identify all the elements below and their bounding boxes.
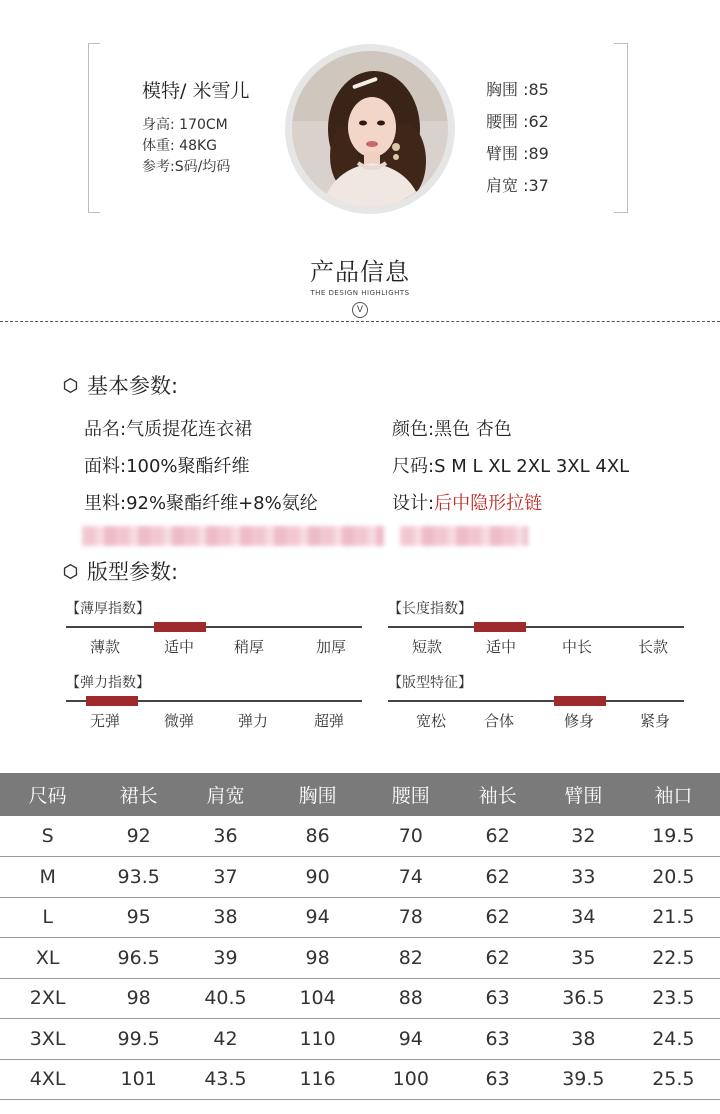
column-header: 袖口 (627, 773, 720, 816)
measure-cell: 95 (95, 897, 182, 938)
measure-cell: 22.5 (627, 938, 720, 979)
blurred-text (82, 526, 384, 546)
measure-cell: 38 (182, 897, 269, 938)
param-label: 颜色: (392, 419, 435, 440)
index-label: 适中 (486, 638, 517, 656)
measure-cell: 43.5 (182, 1059, 269, 1100)
model-card (0, 0, 720, 240)
measure-cell: 98 (95, 978, 182, 1019)
column-header: 肩宽 (182, 773, 269, 816)
measure-cell: 63 (455, 978, 540, 1019)
column-header: 臂围 (540, 773, 627, 816)
hexagon-icon (62, 563, 79, 580)
height-label: 身高: (142, 117, 175, 133)
measure-cell: 42 (182, 1019, 269, 1060)
size-cell: 3XL (0, 1019, 95, 1060)
index-label: 无弹 (90, 712, 121, 730)
measure-cell: 35 (540, 938, 627, 979)
model-name: 模特/ 米雪儿 (142, 80, 250, 102)
fit-params-title: 版型参数: (87, 560, 179, 584)
measure-cell: 39.5 (540, 1059, 627, 1100)
measure-cell: 40.5 (182, 978, 269, 1019)
measure-cell: 92 (95, 816, 182, 857)
elasticity-index (66, 672, 366, 730)
basic-params-title: 基本参数: (87, 374, 179, 398)
measure-cell: 63 (455, 1059, 540, 1100)
ref-label: 参考: (142, 159, 175, 175)
column-header: 裙长 (95, 773, 182, 816)
measure-cell: 94 (269, 897, 366, 938)
measure-cell: 96.5 (95, 938, 182, 979)
measure-cell: 93.5 (95, 857, 182, 898)
height-value: 170CM (179, 117, 228, 133)
model-avatar (285, 44, 455, 214)
measure-cell: 78 (366, 897, 455, 938)
param-label: 设计: (392, 493, 435, 514)
measure-cell: 38 (540, 1019, 627, 1060)
column-header: 袖长 (455, 773, 540, 816)
measure-cell: 33 (540, 857, 627, 898)
measure-cell: 100 (366, 1059, 455, 1100)
chevron-down-icon: V (352, 302, 368, 318)
table-row (0, 978, 720, 1019)
measure-cell: 32 (540, 816, 627, 857)
fit-params-heading (62, 556, 178, 586)
table-row (0, 1059, 720, 1100)
table-row (0, 1019, 720, 1060)
param-value: 黑色 杏色 (434, 419, 512, 440)
table-row (0, 938, 720, 979)
measure-cell: 88 (366, 978, 455, 1019)
basic-params-heading (62, 370, 178, 400)
measure-cell: 23.5 (627, 978, 720, 1019)
size-table (0, 773, 720, 1100)
measure-cell: 62 (455, 857, 540, 898)
index-label: 长款 (638, 638, 669, 656)
measure-cell: 62 (455, 938, 540, 979)
measure-cell: 34 (540, 897, 627, 938)
measure-cell: 19.5 (627, 816, 720, 857)
index-label: 稍厚 (234, 638, 265, 656)
size-cell: S (0, 816, 95, 857)
thickness-index (66, 598, 366, 656)
index-label: 超弹 (314, 712, 345, 730)
ref-value: S码/均码 (174, 159, 231, 175)
index-label: 紧身 (640, 712, 671, 730)
param-value: 92%聚酯纤维+8%氨纶 (126, 493, 318, 514)
silhouette-index (388, 672, 688, 730)
index-label: 适中 (164, 638, 195, 656)
section-subtitle: THE DESIGN HIGHLIGHTS (310, 289, 410, 297)
index-label: 短款 (412, 638, 443, 656)
shoulder-measure: 肩宽 :37 (486, 176, 549, 195)
table-row (0, 897, 720, 938)
index-label: 中长 (562, 638, 593, 656)
measure-cell: 25.5 (627, 1059, 720, 1100)
table-row (0, 857, 720, 898)
length-index (388, 598, 688, 656)
measure-cell: 36 (182, 816, 269, 857)
bust-measure: 胸围 :85 (486, 80, 549, 99)
column-header: 胸围 (269, 773, 366, 816)
model-portrait-image (292, 51, 448, 207)
index-label: 宽松 (416, 712, 447, 730)
size-cell: XL (0, 938, 95, 979)
measure-cell: 62 (455, 897, 540, 938)
measure-cell: 98 (269, 938, 366, 979)
measure-cell: 63 (455, 1019, 540, 1060)
measure-cell: 90 (269, 857, 366, 898)
index-label: 微弹 (164, 712, 195, 730)
index-marker (474, 622, 526, 632)
measure-cell: 116 (269, 1059, 366, 1100)
index-label: 弹力 (238, 712, 269, 730)
measure-cell: 21.5 (627, 897, 720, 938)
index-title: 【薄厚指数】 (66, 601, 150, 617)
waist-measure: 腰围 :62 (486, 112, 549, 131)
divider-dashed (0, 321, 720, 322)
measure-cell: 82 (366, 938, 455, 979)
column-header: 尺码 (0, 773, 95, 816)
index-label: 合体 (484, 712, 515, 730)
index-title: 【版型特征】 (388, 675, 472, 691)
measure-cell: 62 (455, 816, 540, 857)
param-value: S M L XL 2XL 3XL 4XL (434, 456, 630, 477)
param-label: 面料: (84, 456, 127, 477)
design-value: 后中隐形拉链 (434, 493, 543, 514)
param-label: 尺码: (392, 456, 435, 477)
model-measurements (486, 74, 549, 202)
param-value: 气质提花连衣裙 (126, 419, 253, 440)
index-title: 【长度指数】 (388, 601, 472, 617)
measure-cell: 24.5 (627, 1019, 720, 1060)
measure-cell: 20.5 (627, 857, 720, 898)
model-stats (142, 115, 230, 178)
product-info-header (0, 252, 720, 318)
size-cell: L (0, 897, 95, 938)
measure-cell: 70 (366, 816, 455, 857)
index-label: 加厚 (316, 638, 347, 656)
arm-measure: 臂围 :89 (486, 144, 549, 163)
index-label: 修身 (564, 712, 595, 730)
index-title: 【弹力指数】 (66, 675, 150, 691)
param-value: 100%聚酯纤维 (126, 456, 250, 477)
measure-cell: 101 (95, 1059, 182, 1100)
param-label: 品名: (84, 419, 127, 440)
blurred-text (400, 526, 528, 546)
weight-label: 体重: (142, 138, 175, 154)
column-header: 腰围 (366, 773, 455, 816)
measure-cell: 110 (269, 1019, 366, 1060)
size-cell: 4XL (0, 1059, 95, 1100)
measure-cell: 104 (269, 978, 366, 1019)
index-marker (554, 696, 606, 706)
measure-cell: 37 (182, 857, 269, 898)
index-label: 薄款 (90, 638, 121, 656)
param-label: 里料: (84, 493, 127, 514)
size-cell: M (0, 857, 95, 898)
measure-cell: 99.5 (95, 1019, 182, 1060)
measure-cell: 94 (366, 1019, 455, 1060)
index-marker (86, 696, 138, 706)
size-cell: 2XL (0, 978, 95, 1019)
measure-cell: 36.5 (540, 978, 627, 1019)
hexagon-icon (62, 377, 79, 394)
measure-cell: 86 (269, 816, 366, 857)
section-title: 产品信息 (310, 258, 410, 286)
index-marker (154, 622, 206, 632)
weight-value: 48KG (179, 138, 218, 154)
measure-cell: 39 (182, 938, 269, 979)
table-header-row (0, 773, 720, 816)
table-row (0, 816, 720, 857)
measure-cell: 74 (366, 857, 455, 898)
